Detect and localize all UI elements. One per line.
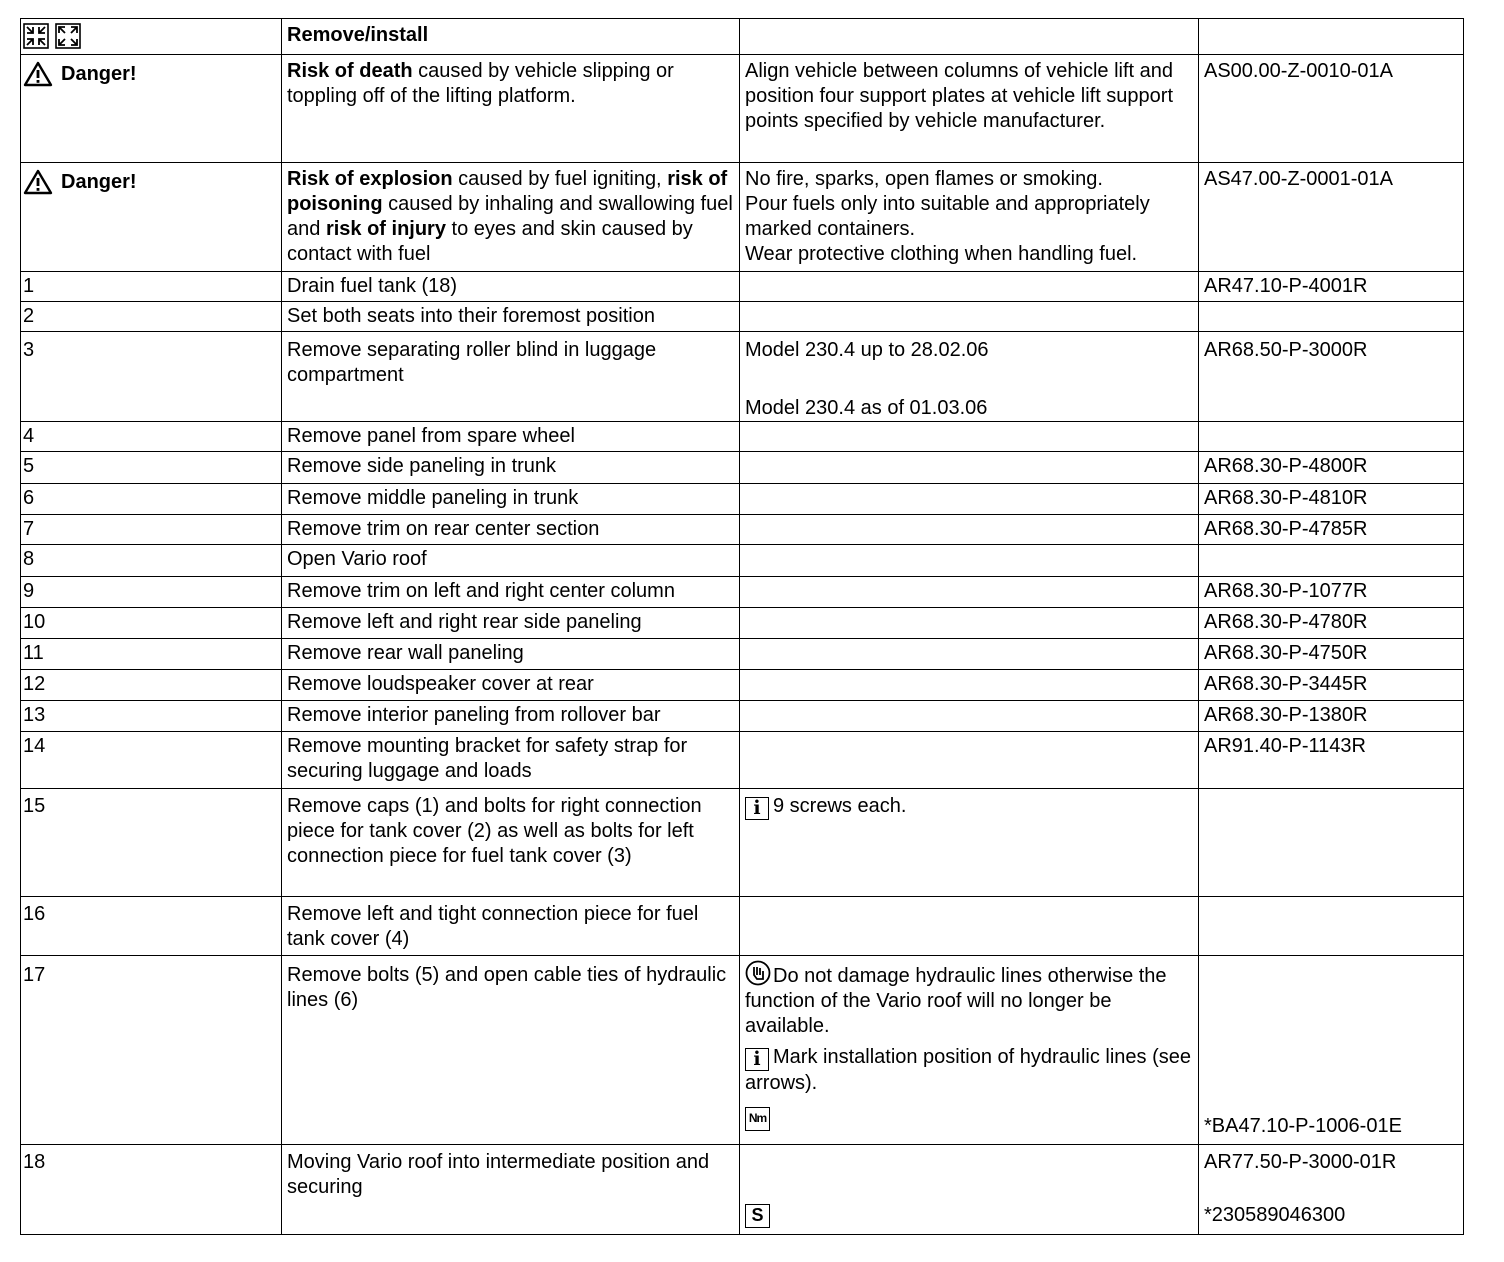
danger-label [23,169,276,195]
reference-link[interactable]: AR68.30-P-1077R [1199,577,1464,608]
header-row [21,19,1464,55]
measure-text: Pour fuels only into suitable and appropriately marked containers. [745,193,1150,240]
step-text: Remove trim on left and right center column [282,577,740,608]
reference-link[interactable]: AR68.30-P-3445R [1199,670,1464,701]
step-number: 18 [21,1145,282,1235]
step-number: 3 [21,332,282,422]
reference-link[interactable]: AR91.40-P-1143R [1199,732,1464,789]
header-icons [23,21,276,51]
danger-text: Danger! [61,62,137,85]
step-number: 13 [21,701,282,732]
step-text: Remove mounting bracket for safety strap for securing luggage and loads [282,732,740,789]
step-number: 15 [21,789,282,897]
info-note-block [745,1045,1193,1096]
table-row [21,452,1464,484]
step-number: 4 [21,422,282,452]
special-tool-icon[interactable]: S [745,1204,770,1228]
reference-link[interactable]: AS00.00-Z-0010-01A [1199,55,1464,163]
step-text: Remove left and right rear side paneling [282,608,740,639]
table-row [21,545,1464,577]
step-number: 16 [21,897,282,956]
danger-row [21,163,1464,272]
table-row [21,1145,1464,1235]
procedure-table [20,18,1464,1235]
info-icon: i [745,797,769,820]
risk-text: to eyes and skin caused by contact with fuel [287,218,693,265]
step-number: 5 [21,452,282,484]
caution-note: Do not damage hydraulic lines otherwise the function of the Vario roof will no longer be available. [745,965,1167,1037]
tool-reference-link[interactable]: *230589046300 [1204,1204,1346,1226]
step-text: Remove interior paneling from rollover bar [282,701,740,732]
step-text: Drain fuel tank (18) [282,272,740,302]
reference-link[interactable]: AR68.30-P-4780R [1199,608,1464,639]
step-text: Set both seats into their foremost position [282,302,740,332]
reference-link[interactable]: AR68.30-P-4785R [1199,515,1464,545]
risk-bold: Risk of explosion [287,168,453,190]
step-text: Remove side paneling in trunk [282,452,740,484]
step-text: Remove bolts (5) and open cable ties of hydraulic lines (6) [282,956,740,1145]
measure-text: No fire, sparks, open flames or smoking. [745,168,1103,190]
step-number: 8 [21,545,282,577]
step-text: Remove separating roller blind in luggage compartment [282,332,740,422]
step-text: Remove trim on rear center section [282,515,740,545]
reference-link[interactable]: AR68.30-P-4750R [1199,639,1464,670]
step-text: Remove caps (1) and bolts for right connection piece for tank cover (2) as well as bolts for left connection piece for fuel tank cover (3) [282,789,740,897]
torque-icon[interactable]: Nm [745,1107,770,1131]
table-row [21,332,1464,422]
risk-bold: Risk of death [287,60,413,82]
table-row [21,422,1464,452]
risk-bold: risk of injury [325,218,446,240]
step-text: Remove left and tight connection piece for fuel tank cover (4) [282,897,740,956]
caution-note-block [745,960,1193,1039]
danger-label [23,61,276,87]
table-row [21,515,1464,545]
measure-text: Wear protective clothing when handling fuel. [745,243,1138,265]
step-text: Remove middle paneling in trunk [282,484,740,515]
step-number: 17 [21,956,282,1145]
table-row [21,732,1464,789]
table-row [21,577,1464,608]
reference-link[interactable]: AR77.50-P-3000-01R [1204,1151,1397,1173]
table-row [21,272,1464,302]
table-row [21,639,1464,670]
step-text: Moving Vario roof into intermediate position and securing [282,1145,740,1235]
risk-text: caused by inhaling and swallowing fuel and [287,193,733,240]
table-row [21,670,1464,701]
risk-text: caused by fuel igniting, [452,168,668,190]
removal-symbol-icon [23,23,49,49]
reference-link[interactable]: *BA47.10-P-1006-01E [1204,1115,1402,1137]
step-number: 14 [21,732,282,789]
risk-bold: risk of poisoning [287,168,728,215]
info-icon: i [745,1048,769,1071]
table-row [21,897,1464,956]
step-number: 1 [21,272,282,302]
reference-link[interactable]: AR68.30-P-1380R [1199,701,1464,732]
table-row [21,484,1464,515]
reference-link[interactable]: AR47.10-P-4001R [1199,272,1464,302]
table-row [21,789,1464,897]
reference-link[interactable]: AR68.30-P-4800R [1199,452,1464,484]
warning-triangle-icon [23,169,53,195]
reference-link[interactable]: AR68.30-P-4810R [1199,484,1464,515]
caution-hand-icon [745,960,771,986]
step-text: Remove panel from spare wheel [282,422,740,452]
step-number: 10 [21,608,282,639]
info-note: 9 screws each. [773,795,907,817]
danger-text: Danger! [61,170,137,193]
step-number: 6 [21,484,282,515]
header-title: Remove/install [282,19,740,55]
installation-symbol-icon [55,23,81,49]
step-number: 2 [21,302,282,332]
risk-text: caused by vehicle slipping or toppling off of the lifting platform. [287,60,674,107]
table-row [21,608,1464,639]
step-number: 7 [21,515,282,545]
reference-link[interactable]: AR68.50-P-3000R [1199,332,1464,422]
info-note: Mark installation position of hydraulic lines (see arrows). [745,1046,1191,1094]
step-text: Remove loudspeaker cover at rear [282,670,740,701]
measure-text: Align vehicle between columns of vehicle lift and position four support plates at vehicle lift support points specified by vehicle manufacturer. [740,55,1199,163]
table-row [21,302,1464,332]
step-text: Remove rear wall paneling [282,639,740,670]
danger-row [21,55,1464,163]
step-number: 9 [21,577,282,608]
step-text: Open Vario roof [282,545,740,577]
model-note: Model 230.4 as of 01.03.06 [745,397,988,419]
reference-link[interactable]: AS47.00-Z-0001-01A [1199,163,1464,272]
warning-triangle-icon [23,61,53,87]
model-note: Model 230.4 up to 28.02.06 [745,339,989,361]
step-number: 11 [21,639,282,670]
table-row [21,956,1464,1145]
step-number: 12 [21,670,282,701]
table-row [21,701,1464,732]
